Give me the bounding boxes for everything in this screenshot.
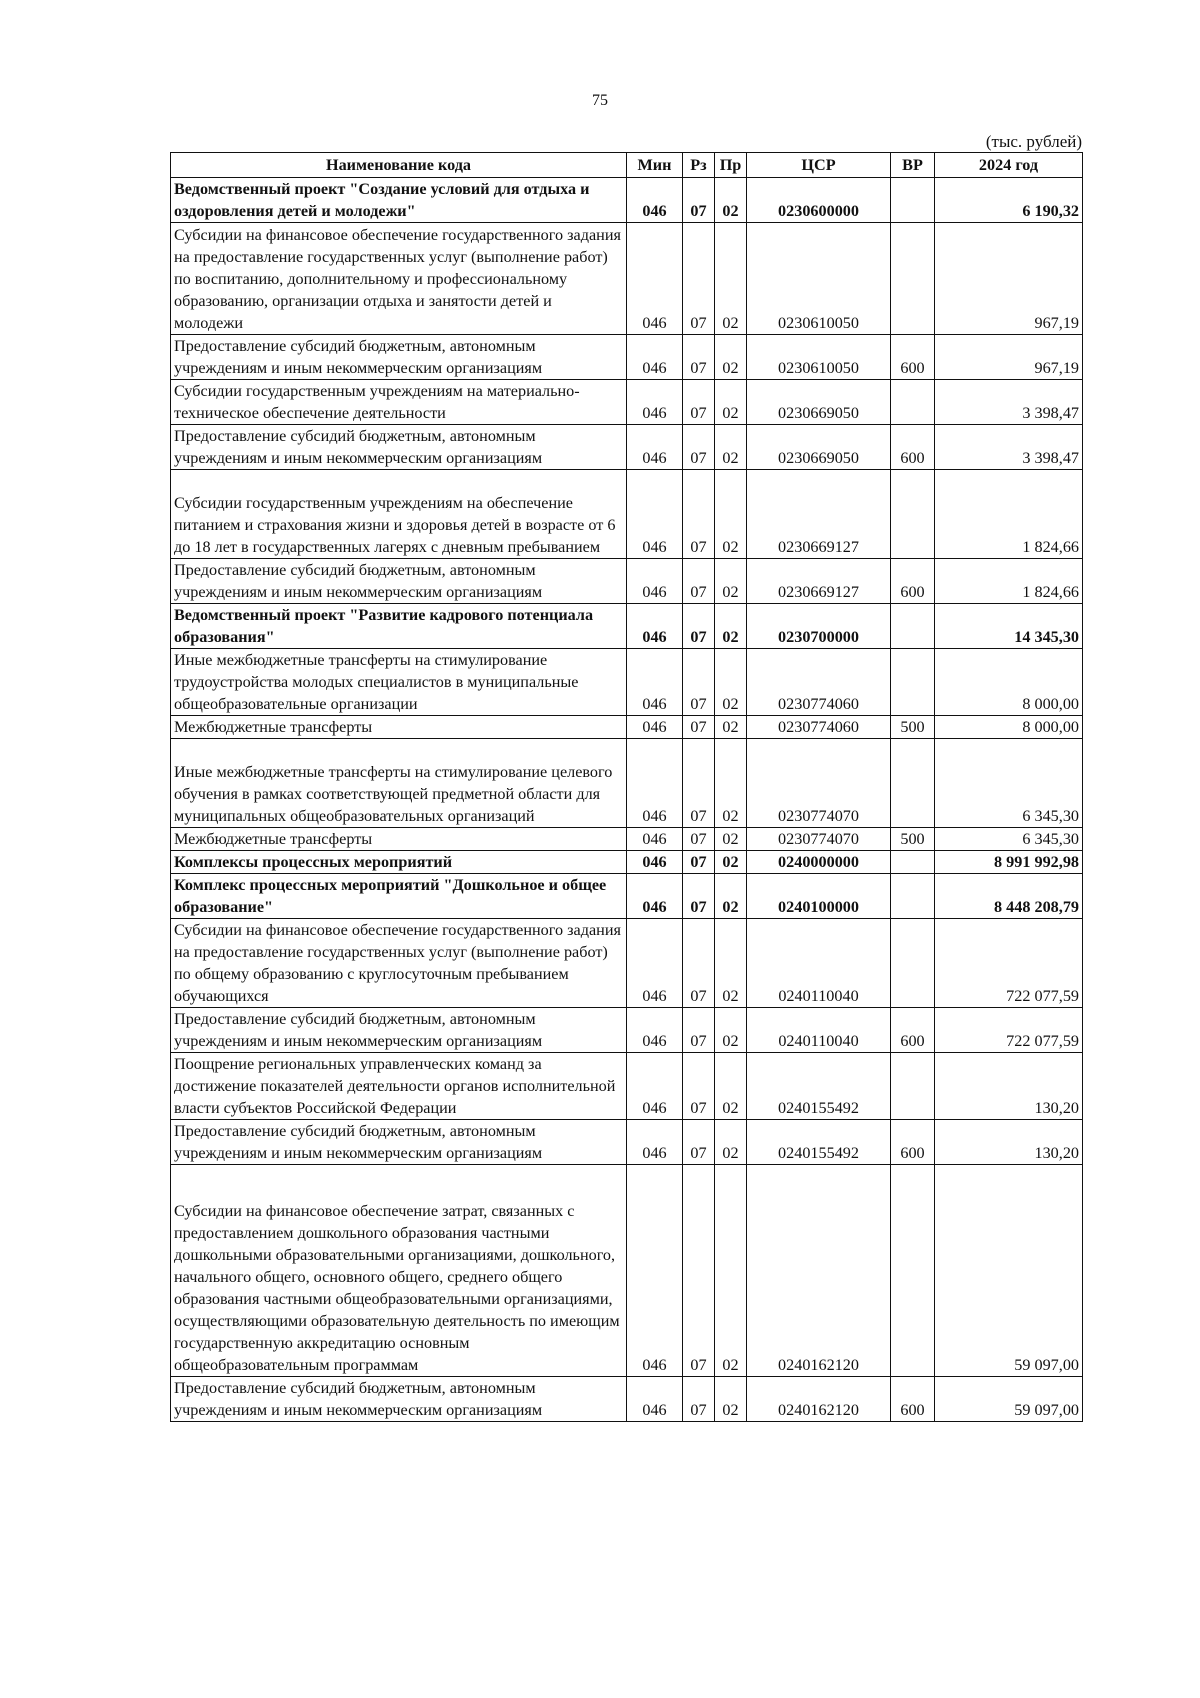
cell-vr: [891, 223, 935, 335]
cell-amount: 6 345,30: [935, 739, 1083, 828]
cell-amount: 14 345,30: [935, 604, 1083, 649]
cell-name: Предоставление субсидий бюджетным, автономным учреждениям и иным некоммерческим организациям: [171, 425, 627, 470]
cell-csr: 0230669050: [747, 380, 891, 425]
cell-pr: 02: [715, 1165, 747, 1377]
cell-min: 046: [627, 716, 683, 739]
cell-csr: 0240162120: [747, 1165, 891, 1377]
cell-name: Иные межбюджетные трансферты на стимулирование трудоустройства молодых специалистов в муниципальные общеобразовательные организации: [171, 649, 627, 716]
cell-vr: [891, 739, 935, 828]
cell-name: Комплекс процессных мероприятий "Дошкольное и общее образование": [171, 874, 627, 919]
cell-vr: 600: [891, 559, 935, 604]
table-row: [171, 828, 1083, 851]
cell-pr: 02: [715, 559, 747, 604]
cell-amount: 8 991 992,98: [935, 851, 1083, 874]
table-row: [171, 380, 1083, 425]
cell-min: 046: [627, 874, 683, 919]
cell-rz: 07: [683, 1377, 715, 1422]
cell-name: Субсидии на финансовое обеспечение затрат, связанных с предоставлением дошкольного образования частными дошкольными образовательными организациями, дошкольного, начального общего, основного общего, среднего общего образования частными общеобразовательными организациями, осуществляющими образовательную деятельность по имеющим государственную аккредитацию основным общеобразовательным программам: [171, 1165, 627, 1377]
cell-amount: 722 077,59: [935, 1008, 1083, 1053]
cell-min: 046: [627, 1165, 683, 1377]
cell-min: 046: [627, 739, 683, 828]
cell-min: 046: [627, 1008, 683, 1053]
table-row: [171, 470, 1083, 559]
header-min: Мин: [627, 153, 683, 178]
cell-amount: 8 000,00: [935, 649, 1083, 716]
cell-rz: 07: [683, 470, 715, 559]
cell-csr: 0240100000: [747, 874, 891, 919]
cell-amount: 1 824,66: [935, 470, 1083, 559]
cell-vr: 600: [891, 1008, 935, 1053]
cell-csr: 0240110040: [747, 1008, 891, 1053]
header-vr: ВР: [891, 153, 935, 178]
header-row: [171, 153, 1083, 178]
cell-csr: 0240110040: [747, 919, 891, 1008]
table-row: [171, 739, 1083, 828]
table-row: [171, 649, 1083, 716]
table-row: [171, 874, 1083, 919]
cell-min: 046: [627, 1120, 683, 1165]
table-row: [171, 1008, 1083, 1053]
cell-pr: 02: [715, 380, 747, 425]
cell-rz: 07: [683, 649, 715, 716]
header-year: 2024 год: [935, 153, 1083, 178]
cell-csr: 0230600000: [747, 178, 891, 223]
cell-csr: 0230774060: [747, 649, 891, 716]
table-row: [171, 335, 1083, 380]
cell-name: Комплексы процессных мероприятий: [171, 851, 627, 874]
cell-rz: 07: [683, 828, 715, 851]
table-row: [171, 919, 1083, 1008]
header-csr: ЦСР: [747, 153, 891, 178]
cell-pr: 02: [715, 223, 747, 335]
table-row: [171, 716, 1083, 739]
cell-rz: 07: [683, 1165, 715, 1377]
cell-min: 046: [627, 649, 683, 716]
cell-amount: 130,20: [935, 1053, 1083, 1120]
cell-rz: 07: [683, 380, 715, 425]
cell-amount: 59 097,00: [935, 1165, 1083, 1377]
cell-amount: 967,19: [935, 223, 1083, 335]
cell-min: 046: [627, 1053, 683, 1120]
cell-pr: 02: [715, 335, 747, 380]
cell-min: 046: [627, 559, 683, 604]
cell-rz: 07: [683, 223, 715, 335]
cell-name: Субсидии государственным учреждениям на обеспечение питанием и страхования жизни и здоровья детей в возрасте от 6 до 18 лет в государственных лагерях с дневным пребыванием: [171, 470, 627, 559]
cell-rz: 07: [683, 559, 715, 604]
cell-amount: 1 824,66: [935, 559, 1083, 604]
cell-pr: 02: [715, 604, 747, 649]
cell-pr: 02: [715, 425, 747, 470]
cell-vr: 600: [891, 1377, 935, 1422]
table-row: [171, 1120, 1083, 1165]
cell-name: Иные межбюджетные трансферты на стимулирование целевого обучения в рамках соответствующей предметной области для муниципальных общеобразовательных организаций: [171, 739, 627, 828]
cell-name: Субсидии на финансовое обеспечение государственного задания на предоставление государственных услуг (выполнение работ) по воспитанию, дополнительному и профессиональному образованию, организации отдыха и занятости детей и молодежи: [171, 223, 627, 335]
cell-rz: 07: [683, 716, 715, 739]
cell-csr: 0230669127: [747, 559, 891, 604]
cell-name: Ведомственный проект "Развитие кадрового потенциала образования": [171, 604, 627, 649]
cell-name: Предоставление субсидий бюджетным, автономным учреждениям и иным некоммерческим организациям: [171, 1008, 627, 1053]
table-row: [171, 1165, 1083, 1377]
cell-pr: 02: [715, 1377, 747, 1422]
cell-min: 046: [627, 851, 683, 874]
cell-amount: 6 190,32: [935, 178, 1083, 223]
unit-label: (тыс. рублей): [985, 132, 1082, 151]
cell-pr: 02: [715, 716, 747, 739]
cell-min: 046: [627, 380, 683, 425]
cell-amount: 3 398,47: [935, 380, 1083, 425]
cell-min: 046: [627, 470, 683, 559]
cell-name: Предоставление субсидий бюджетным, автономным учреждениям и иным некоммерческим организациям: [171, 335, 627, 380]
cell-rz: 07: [683, 335, 715, 380]
cell-csr: 0230774060: [747, 716, 891, 739]
header-rz: Рз: [683, 153, 715, 178]
cell-name: Субсидии государственным учреждениям на материально-техническое обеспечение деятельности: [171, 380, 627, 425]
cell-csr: 0230610050: [747, 223, 891, 335]
table-row: [171, 1053, 1083, 1120]
cell-vr: [891, 178, 935, 223]
table-row: [171, 1377, 1083, 1422]
cell-csr: 0230774070: [747, 739, 891, 828]
cell-rz: 07: [683, 874, 715, 919]
cell-amount: 967,19: [935, 335, 1083, 380]
cell-pr: 02: [715, 874, 747, 919]
cell-vr: [891, 919, 935, 1008]
table-row: [171, 604, 1083, 649]
cell-name: Предоставление субсидий бюджетным, автономным учреждениям и иным некоммерческим организациям: [171, 559, 627, 604]
cell-vr: 600: [891, 335, 935, 380]
table-row: [171, 425, 1083, 470]
cell-csr: 0240155492: [747, 1053, 891, 1120]
cell-vr: [891, 874, 935, 919]
cell-name: Межбюджетные трансферты: [171, 828, 627, 851]
cell-vr: 500: [891, 716, 935, 739]
cell-amount: 6 345,30: [935, 828, 1083, 851]
cell-min: 046: [627, 1377, 683, 1422]
cell-min: 046: [627, 828, 683, 851]
cell-pr: 02: [715, 649, 747, 716]
cell-csr: 0230610050: [747, 335, 891, 380]
table-row: [171, 223, 1083, 335]
cell-vr: 600: [891, 425, 935, 470]
cell-vr: [891, 851, 935, 874]
table-row: [171, 851, 1083, 874]
table-row: [171, 178, 1083, 223]
cell-pr: 02: [715, 470, 747, 559]
cell-rz: 07: [683, 178, 715, 223]
cell-csr: 0230669127: [747, 470, 891, 559]
cell-pr: 02: [715, 1008, 747, 1053]
cell-csr: 0240162120: [747, 1377, 891, 1422]
cell-csr: 0230774070: [747, 828, 891, 851]
cell-amount: 59 097,00: [935, 1377, 1083, 1422]
cell-pr: 02: [715, 851, 747, 874]
page-number: 75: [592, 92, 608, 109]
cell-amount: 8 448 208,79: [935, 874, 1083, 919]
header-name: Наименование кода: [171, 153, 627, 178]
cell-rz: 07: [683, 604, 715, 649]
cell-name: Предоставление субсидий бюджетным, автономным учреждениям и иным некоммерческим организациям: [171, 1120, 627, 1165]
cell-amount: 3 398,47: [935, 425, 1083, 470]
cell-name: Предоставление субсидий бюджетным, автономным учреждениям и иным некоммерческим организациям: [171, 1377, 627, 1422]
cell-vr: [891, 470, 935, 559]
header-pr: Пр: [715, 153, 747, 178]
cell-name: Ведомственный проект "Создание условий для отдыха и оздоровления детей и молодежи": [171, 178, 627, 223]
cell-rz: 07: [683, 851, 715, 874]
cell-name: Межбюджетные трансферты: [171, 716, 627, 739]
cell-amount: 130,20: [935, 1120, 1083, 1165]
cell-vr: 500: [891, 828, 935, 851]
cell-csr: 0240155492: [747, 1120, 891, 1165]
cell-pr: 02: [715, 1053, 747, 1120]
cell-vr: 600: [891, 1120, 935, 1165]
cell-csr: 0240000000: [747, 851, 891, 874]
cell-csr: 0230669050: [747, 425, 891, 470]
cell-pr: 02: [715, 178, 747, 223]
cell-min: 046: [627, 335, 683, 380]
cell-amount: 8 000,00: [935, 716, 1083, 739]
cell-pr: 02: [715, 828, 747, 851]
cell-min: 046: [627, 178, 683, 223]
cell-min: 046: [627, 604, 683, 649]
cell-min: 046: [627, 425, 683, 470]
table-row: [171, 559, 1083, 604]
cell-vr: [891, 1053, 935, 1120]
cell-pr: 02: [715, 739, 747, 828]
cell-vr: [891, 1165, 935, 1377]
cell-name: Субсидии на финансовое обеспечение государственного задания на предоставление государственных услуг (выполнение работ) по общему образованию с круглосуточным пребыванием обучающихся: [171, 919, 627, 1008]
cell-min: 046: [627, 223, 683, 335]
cell-rz: 07: [683, 1053, 715, 1120]
cell-vr: [891, 380, 935, 425]
cell-pr: 02: [715, 919, 747, 1008]
cell-min: 046: [627, 919, 683, 1008]
cell-pr: 02: [715, 1120, 747, 1165]
cell-rz: 07: [683, 425, 715, 470]
cell-amount: 722 077,59: [935, 919, 1083, 1008]
budget-table: [170, 152, 1083, 1422]
cell-csr: 0230700000: [747, 604, 891, 649]
cell-rz: 07: [683, 739, 715, 828]
cell-name: Поощрение региональных управленческих команд за достижение показателей деятельности органов исполнительной власти субъектов Российской Федерации: [171, 1053, 627, 1120]
cell-rz: 07: [683, 1008, 715, 1053]
cell-vr: [891, 604, 935, 649]
cell-rz: 07: [683, 919, 715, 1008]
cell-rz: 07: [683, 1120, 715, 1165]
cell-vr: [891, 649, 935, 716]
